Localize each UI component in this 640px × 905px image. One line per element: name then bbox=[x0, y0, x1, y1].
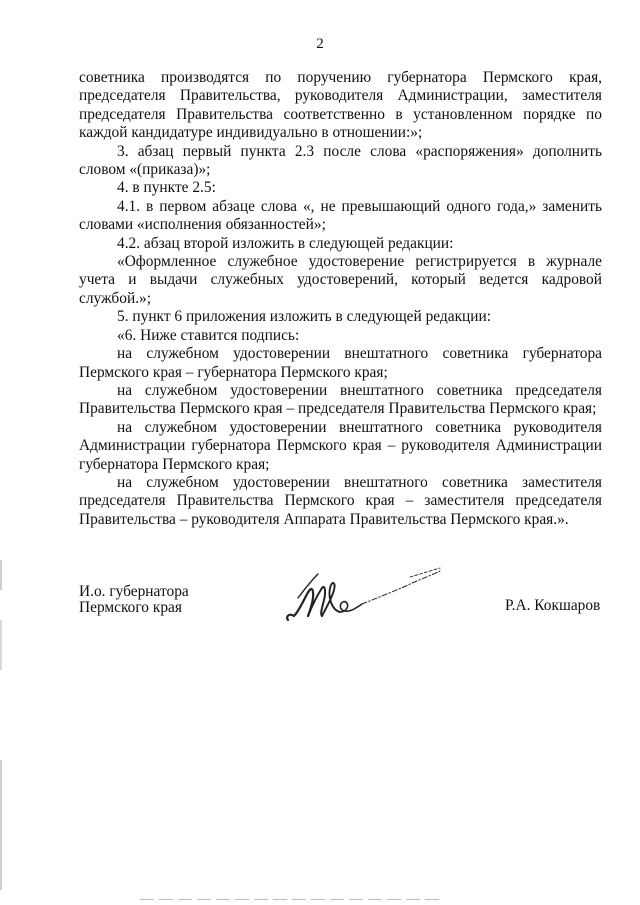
paragraph: на служебном удостоверении внештатного советника руководителя Администрации губернатора Пермского края – руководителя Администрации губернатора Пермского края; bbox=[79, 418, 602, 473]
paragraph: на служебном удостоверении внештатного советника заместителя председателя Правительства Пермского края – заместителя председателя Правительства – руководителя Аппарата Правительства Пермского края.». bbox=[79, 473, 602, 528]
paragraph: 3. абзац первый пункта 2.3 после слова «распоряжения» дополнить словом «(приказа)»; bbox=[79, 142, 602, 179]
paragraph: «Оформленное служебное удостоверение регистрируется в журнале учета и выдачи служебных удостоверений, который ведется кадровой службой.»; bbox=[79, 253, 602, 307]
paragraph: 4.1. в первом абзаце слова «, не превышающий одного года,» заменить словами «исполнения обязанностей»; bbox=[79, 197, 602, 234]
handwritten-signature bbox=[282, 558, 447, 633]
paragraph: «6. Ниже ставится подпись: bbox=[117, 326, 300, 344]
paragraph: 4.2. абзац второй изложить в следующей редакции: bbox=[117, 234, 454, 252]
signatory-name: Р.А. Кокшаров bbox=[505, 597, 601, 614]
paragraph: на служебном удостоверении внештатного советника председателя Правительства Пермского края – председателя Правительства Пермского края; bbox=[79, 381, 602, 418]
paragraph: 5. пункт 6 приложения изложить в следующей редакции: bbox=[117, 308, 492, 326]
document-body bbox=[79, 69, 602, 529]
paragraph: 4. в пункте 2.5: bbox=[117, 179, 216, 197]
signatory-title bbox=[79, 584, 189, 616]
signatory-title-line: Пермского края bbox=[79, 599, 182, 616]
page-number: 2 bbox=[316, 36, 324, 52]
signatory-title-line: И.о. губернатора bbox=[79, 583, 189, 600]
paragraph: на служебном удостоверении внештатного советника губернатора Пермского края – губернатора Пермского края; bbox=[79, 345, 602, 381]
paragraph: советника производятся по поручению губернатора Пермского края, председателя Правительства, руководителя Администрации, заместителя председателя Правительства соответственно в установленном порядке по каждой кандидатуре индивидуально в отношении:»; bbox=[79, 69, 602, 142]
scan-edge-mark bbox=[140, 899, 440, 900]
scan-edge-mark bbox=[0, 560, 2, 890]
